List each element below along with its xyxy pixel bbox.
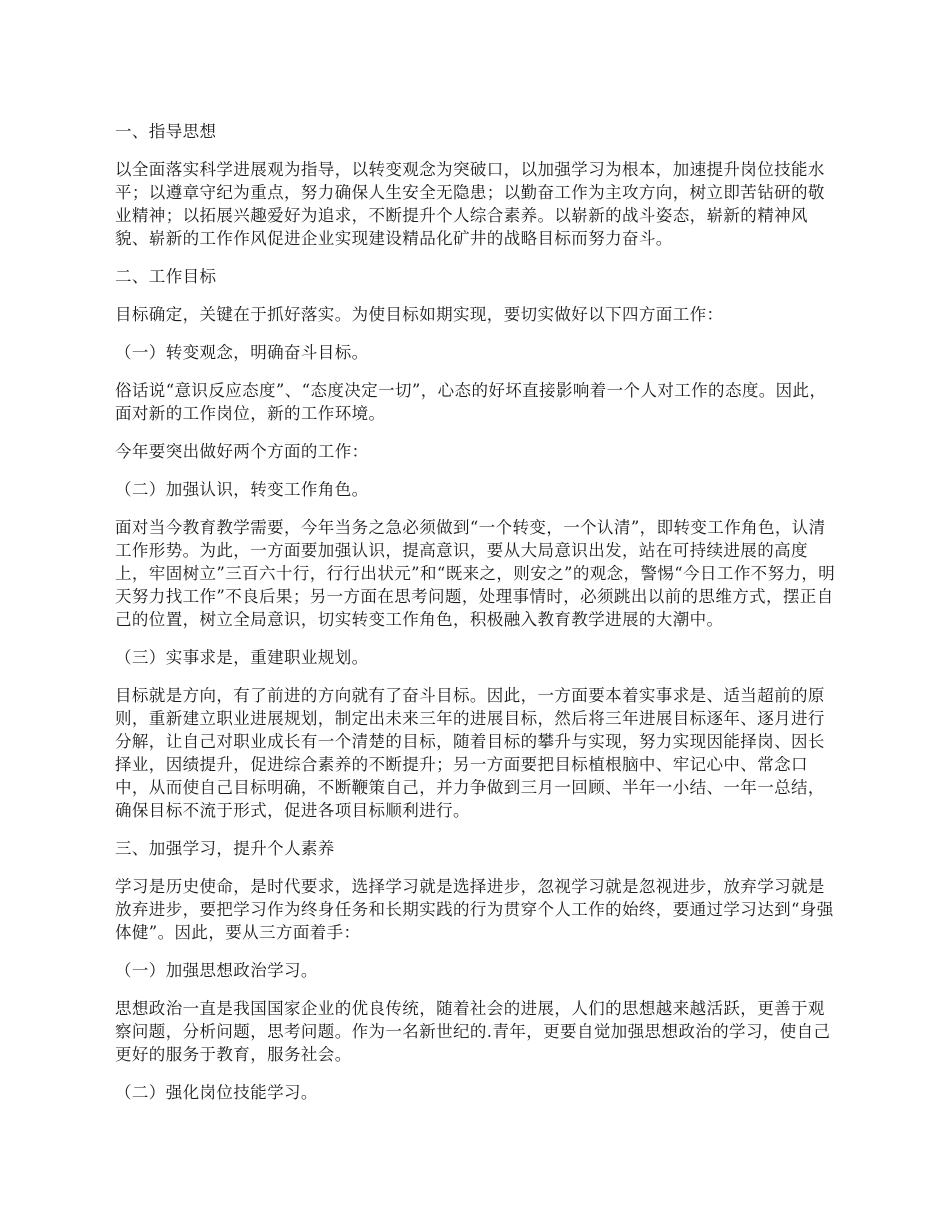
section-heading-guiding-thought: 一、指导思想 (115, 122, 217, 141)
subheading-change-mindset: （一）转变观念，明确奋斗目标。 (115, 343, 369, 362)
paragraph-strengthen-awareness: 面对当今教育教学需要，今年当务之急必须做到“一个转变，一个认清”，即转变工作角色，认清工作形势。为此，一方面要加强认识，提高意识，要从大局意识出发，站在可持续进展的高度上，牢固树立”三百六十行，行行出状元”和“既来之，则安之”的观念，警惕“今日工作不努力，明天努力找工作”不良后果；另一方面在思考问题，处理事情时，必须跳出以前的思维方式，摆正自己的位置，树立全局意识，切实转变工作角色，积极融入教育教学进展的大潮中。 (115, 518, 836, 629)
document-page (115, 120, 840, 1119)
section-heading-work-goals: 二、工作目标 (115, 267, 217, 286)
paragraph-guiding-thought: 以全面落实科学进展观为指导，以转变观念为突破口，以加强学习为根本，加速提升岗位技能水平；以遵章守纪为重点，努力确保人生安全无隐患；以勤奋工作为主攻方向，树立即苦钻研的敬业精神；以拓展兴趣爱好为追求，不断提升个人综合素养。以崭新的战斗姿态，崭新的精神风貌、崭新的工作作风促进企业实现建设精品化矿井的战略目标而努力奋斗。 (115, 160, 825, 248)
section-heading-strengthen-learning: 三、加强学习，提升个人素养 (115, 839, 335, 858)
subheading-political-study: （一）加强思想政治学习。 (115, 961, 318, 980)
subheading-career-planning: （三）实事求是，重建职业规划。 (115, 648, 369, 667)
subheading-strengthen-awareness: （二）加强认识，转变工作角色。 (115, 480, 369, 499)
paragraph-two-aspects: 今年要突出做好两个方面的工作： (115, 442, 369, 461)
paragraph-change-mindset: 俗话说“意识反应态度”、“态度决定一切”，心态的好坏直接影响着一个人对工作的态度。因此，面对新的工作岗位，新的工作环境。 (115, 381, 827, 423)
subheading-skill-study: （二）强化岗位技能学习。 (115, 1083, 318, 1102)
paragraph-political-study: 思想政治一直是我国国家企业的优良传统，随着社会的进展，人们的思想越来越活跃，更善于观察问题，分析问题，思考问题。作为一名新世纪的.青年，更要自觉加强思想政治的学习，使自己更好的服务于教育，服务社会。 (115, 999, 831, 1064)
paragraph-strengthen-learning: 学习是历史使命，是时代要求，选择学习就是选择进步，忽视学习就是忽视进步，放弃学习就是放弃进步，要把学习作为终身任务和长期实践的行为贯穿个人工作的始终，要通过学习达到“身强体健”。因此，要从三方面着手： (115, 877, 834, 942)
paragraph-work-goals-intro: 目标确定，关键在于抓好落实。为使目标如期实现，要切实做好以下四方面工作： (115, 305, 724, 324)
paragraph-career-planning: 目标就是方向，有了前进的方向就有了奋斗目标。因此，一方面要本着实事求是、适当超前的原则，重新建立职业进展规划，制定出未来三年的进展目标，然后将三年进展目标逐年、逐月进行分解，让自己对职业成长有一个清楚的目标，随着目标的攀升与实现，努力实现因能择岗、因长择业，因绩提升，促进综合素养的不断提升；另一方面要把目标植根脑中、牢记心中、常念口中，从而使自己目标明确，不断鞭策自己，并力争做到三月一回顾、半年一小结、一年一总结，确保目标不流于形式，促进各项目标顺利进行。 (115, 686, 825, 820)
